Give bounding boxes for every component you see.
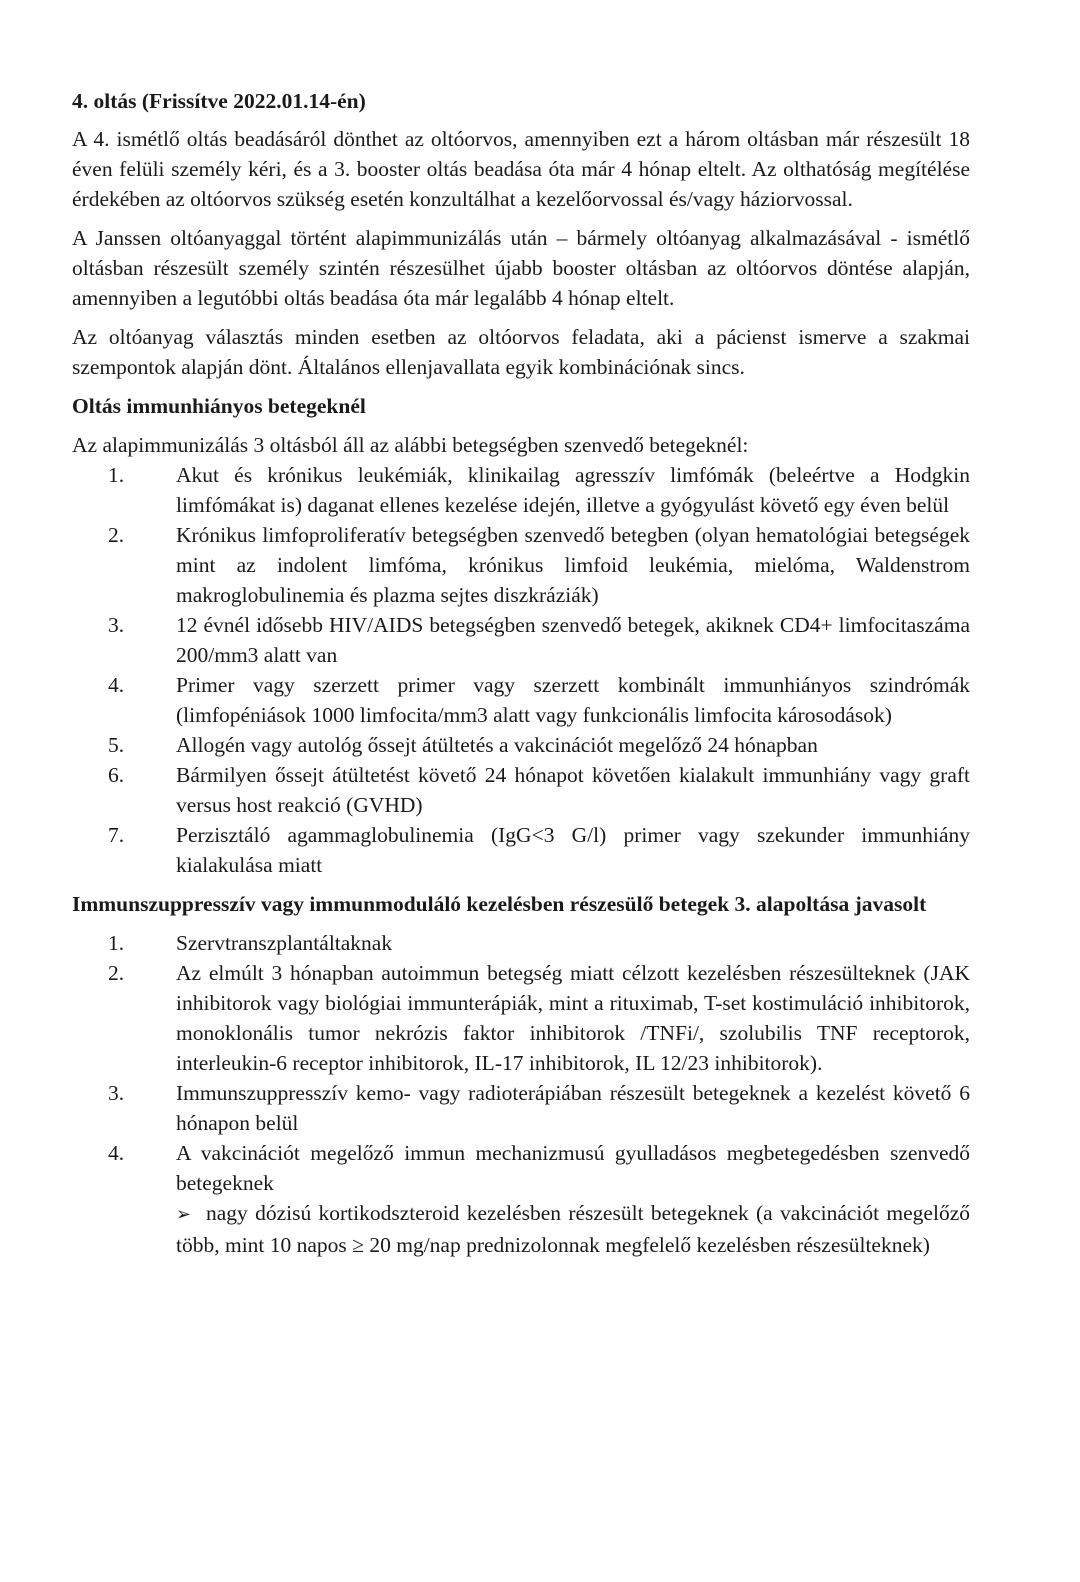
list-item: [72, 460, 970, 520]
list-item: [72, 820, 970, 880]
list-item-number: 1.: [108, 931, 125, 955]
list-item-number: 2.: [108, 961, 125, 985]
list-item-number: 2.: [108, 523, 125, 547]
list-item-text: Az elmúlt 3 hónapban autoimmun betegség miatt célzott kezelésben részesülteknek (JAK inhibitorok vagy biológiai immunterápiák, mint a rituximab, T-set kostimuláció inhibitorok, monoklonális tumor nekrózis faktor inhibitorok /TNFi/, szolubilis TNF receptorok, interleukin-6 receptor inhibitorok, IL-17 inhibitorok, IL 12/23 inhibitorok).: [176, 961, 970, 1075]
list-item-text: Bármilyen őssejt átültetést követő 24 hónapot követően kialakult immunhiány vagy graft versus host reakció (GVHD): [176, 763, 970, 817]
list-item: [72, 520, 970, 610]
list-item-text: A vakcinációt megelőző immun mechanizmusú gyulladásos megbetegedésben szenvedő betegeknek: [176, 1141, 970, 1195]
list-item-text: 12 évnél idősebb HIV/AIDS betegségben szenvedő betegek, akiknek CD4+ limfocitaszáma 200/mm3 alatt van: [176, 613, 970, 667]
list-item-text: Primer vagy szerzett primer vagy szerzett kombinált immunhiányos szindrómák (limfopéniások 1000 limfocita/mm3 alatt vagy funkcionális limfocita károsodások): [176, 673, 970, 727]
section-title-immunodeficient: Oltás immunhiányos betegeknél: [72, 394, 366, 418]
list-item-number: 3.: [108, 1081, 125, 1105]
sub-bullet-item: [176, 1198, 970, 1260]
list-item: [72, 958, 970, 1078]
arrow-bullet-icon: ➢: [176, 1204, 192, 1225]
list-item-number: 3.: [108, 613, 125, 637]
list-item: [72, 928, 970, 958]
list-item: [72, 730, 970, 760]
list-item-number: 1.: [108, 463, 125, 487]
list-item-number: 4.: [108, 1141, 125, 1165]
paragraph-fourth-dose: A 4. ismétlő oltás beadásáról dönthet az oltóorvos, amennyiben ezt a három oltásban már részesült 18 éven felüli személy kéri, és a 3. booster oltás beadása óta már 4 hónap eltelt. Az olthatóság megítélése érdekében az oltóorvos szükség esetén konzultálhat a kezelőorvossal és/vagy háziorvossal.: [72, 127, 970, 211]
immunodeficiency-list: [72, 460, 970, 880]
list-item-number: 7.: [108, 823, 125, 847]
section-title-immunosuppressive: Immunszuppresszív vagy immunmoduláló kezelésben részesülő betegek 3. alapoltása javasolt: [72, 892, 927, 916]
list-item: [72, 760, 970, 820]
sub-bullet-text: nagy dózisú kortikodszteroid kezelésben részesült betegeknek (a vakcinációt megelőző több, mint 10 napos ≥ 20 mg/nap prednizolonnak megfelelő kezelésben részesülteknek): [176, 1201, 970, 1257]
page-heading: 4. oltás (Frissítve 2022.01.14-én): [72, 89, 366, 113]
list-item-number: 6.: [108, 763, 125, 787]
list-item-text: Akut és krónikus leukémiák, klinikailag agresszív limfómák (beleértve a Hodgkin limfómákat is) daganat ellenes kezelése idején, illetve a gyógyulást követő egy éven belül: [176, 463, 970, 517]
section-intro: Az alapimmunizálás 3 oltásból áll az alábbi betegségben szenvedő betegeknél:: [72, 433, 749, 457]
list-item-text: Krónikus limfoproliferatív betegségben szenvedő betegben (olyan hematológiai betegségek mint az indolent limfóma, krónikus limfoid leukémia, mielóma, Waldenstrom makroglobulinemia és plazma sejtes diszkráziák): [176, 523, 970, 607]
list-item-text: Allogén vagy autológ őssejt átültetés a vakcinációt megelőző 24 hónapban: [176, 733, 818, 757]
list-item-number: 4.: [108, 673, 125, 697]
list-item: [72, 1138, 970, 1198]
list-item-text: Szervtranszplantáltaknak: [176, 931, 393, 955]
paragraph-vaccine-choice: Az oltóanyag választás minden esetben az oltóorvos feladata, aki a pácienst ismerve a szakmai szempontok alapján dönt. Általános ellenjavallata egyik kombinációnak sincs.: [72, 325, 970, 379]
list-item: [72, 670, 970, 730]
list-item: [72, 610, 970, 670]
list-item-text: Perzisztáló agammaglobulinemia (IgG<3 G/l) primer vagy szekunder immunhiány kialakulása miatt: [176, 823, 970, 877]
paragraph-janssen: A Janssen oltóanyaggal történt alapimmunizálás után – bármely oltóanyag alkalmazásával - ismétlő oltásban részesült személy szintén részesülhet újabb booster oltásban az oltóorvos döntése alapján, amennyiben a legutóbbi oltás beadása óta már legalább 4 hónap eltelt.: [72, 226, 970, 310]
list-item: [72, 1078, 970, 1138]
list-item-text: Immunszuppresszív kemo- vagy radioterápiában részesült betegeknek a kezelést követő 6 hónapon belül: [176, 1081, 970, 1135]
list-item-number: 5.: [108, 733, 125, 757]
immunosuppressive-list: [72, 928, 970, 1198]
